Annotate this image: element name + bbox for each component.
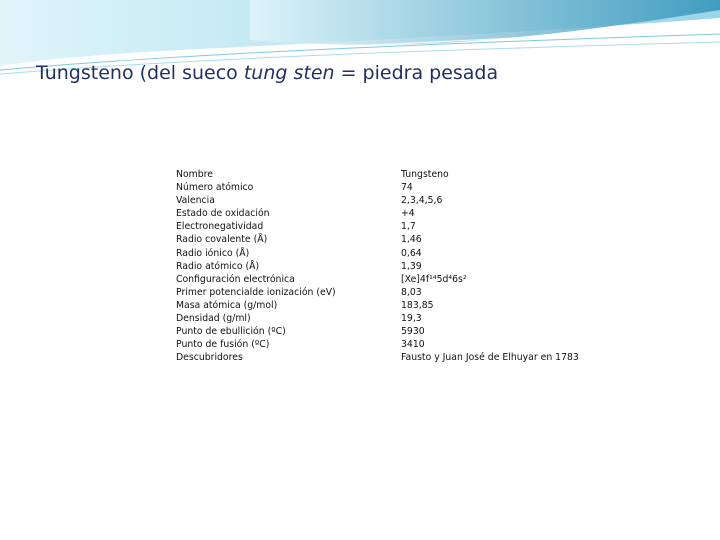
property-label: Masa atómica (g/mol)	[176, 299, 278, 311]
property-label: Radio iónico (Å)	[176, 247, 250, 259]
property-label: Punto de fusión (ºC)	[176, 339, 270, 351]
property-value: 1,39	[401, 260, 422, 272]
property-value: Fausto y Juan José de Elhuyar en 1783	[401, 352, 579, 364]
title-italic: tung sten	[243, 62, 335, 84]
properties-table	[176, 168, 579, 364]
property-label: Estado de oxidación	[176, 208, 270, 220]
property-value: 2,3,4,5,6	[401, 195, 443, 207]
property-value: 8,03	[401, 286, 422, 298]
property-label: Descubridores	[176, 352, 243, 364]
property-value: 1,46	[401, 234, 422, 246]
title-part-2: = piedra pesada	[334, 62, 499, 84]
page-title	[36, 62, 498, 84]
property-value: 1,7	[401, 221, 416, 233]
property-label: Radio atómico (Å)	[176, 260, 260, 272]
property-label: Primer potencialde ionización (eV)	[176, 286, 336, 298]
property-label: Nombre	[176, 169, 213, 180]
property-value: 5930	[401, 326, 425, 338]
property-value: 183,85	[401, 299, 434, 311]
property-label: Densidad (g/ml)	[176, 313, 251, 325]
property-value: 74	[401, 182, 413, 194]
property-value: 0,64	[401, 247, 422, 259]
property-label: Electronegatividad	[176, 221, 264, 233]
property-label: Configuración electrónica	[176, 273, 295, 285]
property-label: Radio covalente (Å)	[176, 234, 268, 246]
property-value: 19,3	[401, 313, 422, 325]
property-label: Punto de ebullición (ºC)	[176, 326, 286, 338]
property-value: 3410	[401, 339, 425, 351]
property-value: Tungsteno	[401, 169, 449, 180]
property-value: +4	[401, 208, 415, 220]
property-value: [Xe]4f¹⁴5d⁴6s²	[401, 273, 467, 285]
title-part-1: Tungsteno (del sueco	[36, 62, 244, 84]
property-label: Número atómico	[176, 182, 254, 194]
property-label: Valencia	[176, 195, 215, 207]
